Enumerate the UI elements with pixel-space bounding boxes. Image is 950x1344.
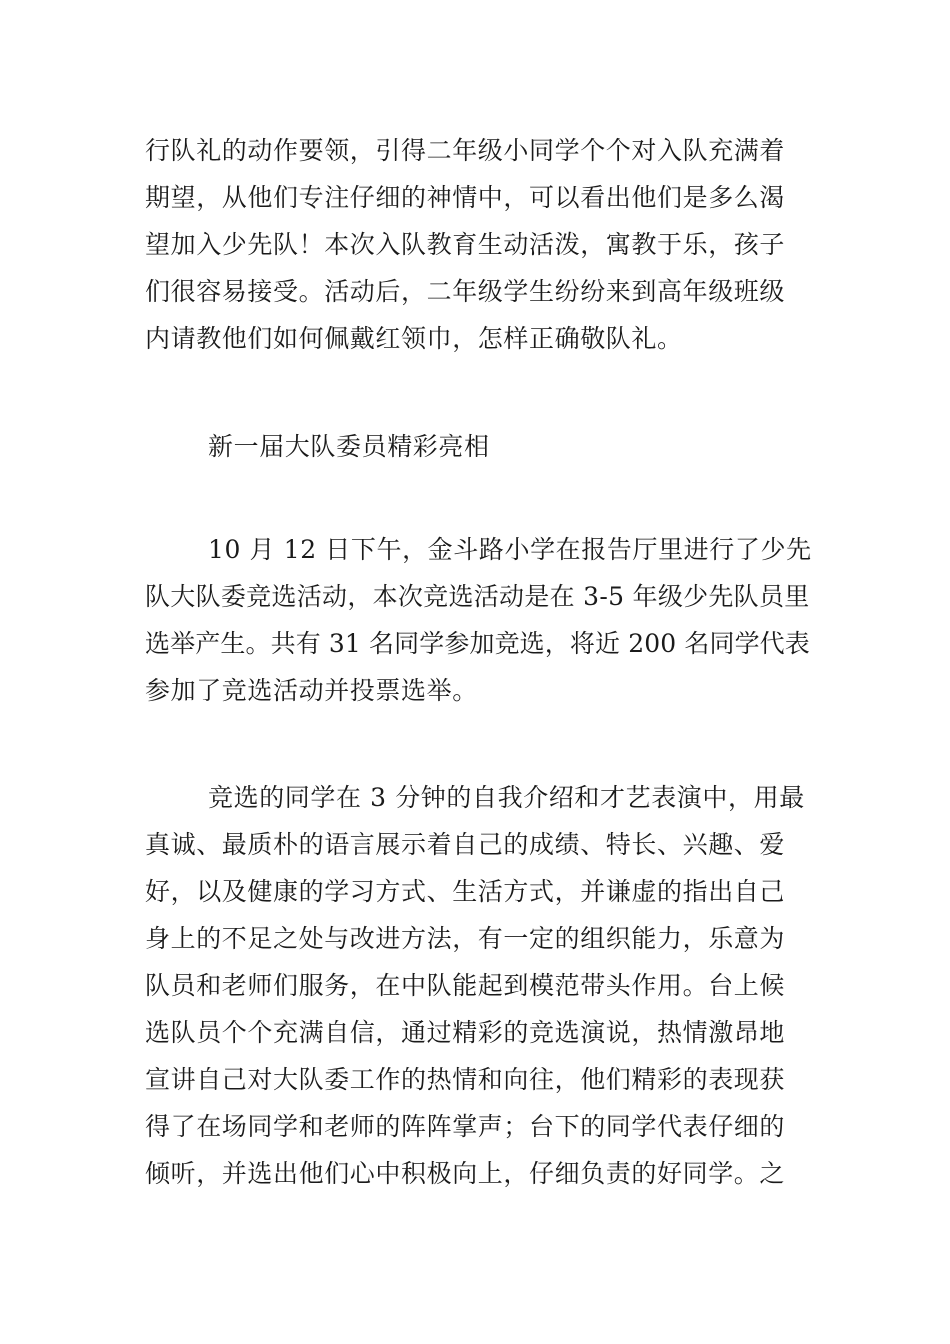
paragraph-3-line-7: 宣讲自己对大队委工作的热情和向往，他们精彩的表现获 <box>145 1065 786 1094</box>
paragraph-3-line-8: 得了在场同学和老师的阵阵掌声；台下的同学代表仔细的 <box>145 1112 786 1141</box>
paragraph-1-line-1: 行队礼的动作要领，引得二年级小同学个个对入队充满着 <box>145 136 786 165</box>
paragraph-1-line-4: 们很容易接受。活动后，二年级学生纷纷来到高年级班级 <box>145 277 786 306</box>
paragraph-1-line-3: 望加入少先队！本次入队教育生动活泼，寓教于乐，孩子 <box>145 230 786 259</box>
paragraph-1-line-2: 期望，从他们专注仔细的神情中，可以看出他们是多么渴 <box>145 183 786 212</box>
paragraph-3-line-3: 好，以及健康的学习方式、生活方式，并谦虚的指出自己 <box>145 877 786 906</box>
paragraph-2-line-1: 10 月 12 日下午，金斗路小学在报告厅里进行了少先 <box>208 535 812 564</box>
paragraph-1-line-5: 内请教他们如何佩戴红领巾，怎样正确敬队礼。 <box>145 324 683 353</box>
paragraph-3-line-9: 倾听，并选出他们心中积极向上，仔细负责的好同学。之 <box>145 1159 786 1188</box>
paragraph-2-line-2: 队大队委竞选活动，本次竞选活动是在 3-5 年级少先队员里 <box>145 582 810 611</box>
paragraph-3-line-1: 竞选的同学在 3 分钟的自我介绍和才艺表演中，用最 <box>208 783 805 812</box>
paragraph-3-line-5: 队员和老师们服务，在中队能起到模范带头作用。台上候 <box>145 971 786 1000</box>
section-heading: 新一届大队委员精彩亮相 <box>208 432 490 461</box>
paragraph-3-line-4: 身上的不足之处与改进方法，有一定的组织能力，乐意为 <box>145 924 786 953</box>
paragraph-3-line-6: 选队员个个充满自信，通过精彩的竞选演说，热情激昂地 <box>145 1018 786 1047</box>
paragraph-3-line-2: 真诚、最质朴的语言展示着自己的成绩、特长、兴趣、爱 <box>145 830 786 859</box>
paragraph-2-line-3: 选举产生。共有 31 名同学参加竞选，将近 200 名同学代表 <box>145 629 810 658</box>
paragraph-2-line-4: 参加了竞选活动并投票选举。 <box>145 676 478 705</box>
